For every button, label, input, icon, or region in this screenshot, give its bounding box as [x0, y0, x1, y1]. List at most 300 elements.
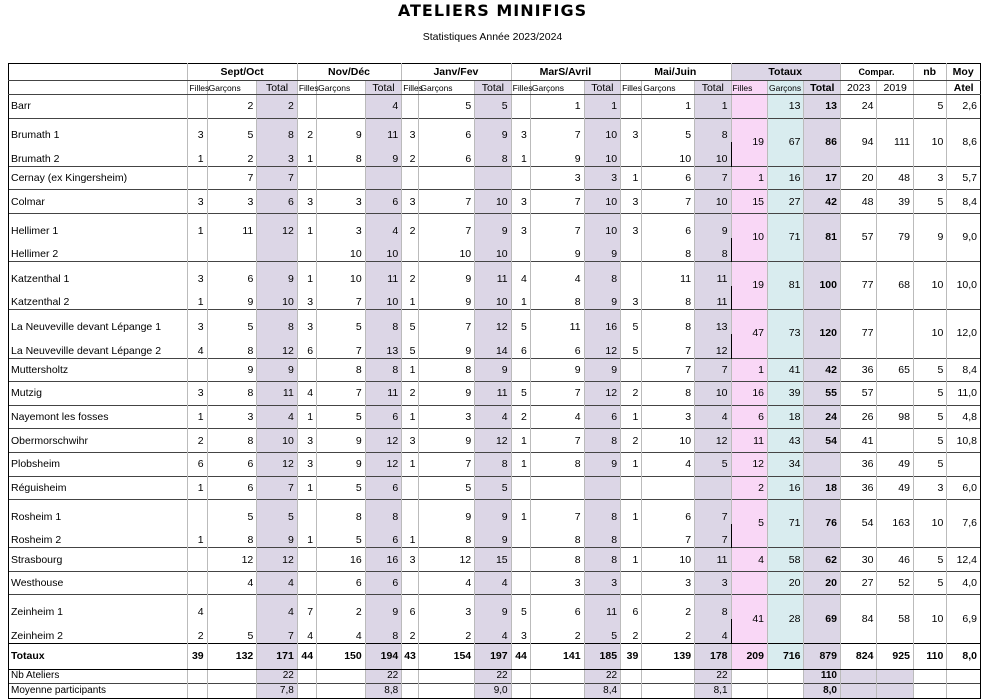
garcons-value: 8 [530, 286, 584, 310]
compar-2019: 39 [877, 190, 913, 214]
filles-subheader: Filles [403, 82, 424, 93]
filles-value [402, 95, 419, 119]
total-value: 9 [475, 358, 511, 382]
compar-header: Compar. [840, 64, 913, 81]
filles-value: 3 [621, 286, 642, 310]
compar-2023: 77 [840, 310, 876, 358]
garcons-value: 8 [207, 429, 257, 453]
filles-value: 7 [297, 595, 316, 619]
total-value: 11 [695, 548, 731, 572]
moyenne-value: 7,6 [947, 500, 981, 548]
grand-total-garcons: 716 [768, 643, 804, 669]
filles-value: 3 [297, 190, 316, 214]
filles-value [511, 571, 530, 595]
total-value: 4 [257, 405, 298, 429]
total-garcons: 141 [530, 643, 584, 669]
total-value: 9 [584, 358, 621, 382]
total-value: 12 [475, 310, 511, 334]
moyenne-row [9, 684, 981, 699]
total-value: 3 [257, 142, 298, 166]
garcons-value: 11 [207, 213, 257, 237]
garcons-value: 5 [207, 310, 257, 334]
total-subheader: Total [257, 81, 298, 95]
nb-ateliers: 5 [913, 548, 946, 572]
garcons-value: 9 [419, 500, 475, 524]
garcons-value: 3 [642, 405, 695, 429]
garcons-value: 10 [317, 262, 366, 286]
filles-value: 1 [402, 405, 419, 429]
table-cell [402, 684, 419, 699]
garcons-value: 6 [530, 334, 584, 358]
filles-value: 3 [511, 213, 530, 237]
total-subheader: Total [365, 81, 401, 95]
total-value: 10 [695, 190, 731, 214]
filles-value: 2 [402, 262, 419, 286]
garcons-value [642, 476, 695, 500]
filles-value [188, 500, 207, 524]
moyenne-value: 4,0 [947, 571, 981, 595]
table-cell [530, 669, 584, 684]
garcons-value [317, 166, 366, 190]
compar-2019: 49 [877, 452, 913, 476]
total-value: 15 [475, 548, 511, 572]
table-row [9, 500, 981, 524]
garcons-value: 3 [419, 405, 475, 429]
garcons-value: 8 [419, 358, 475, 382]
totals-label: Totaux [9, 643, 188, 669]
nb-ateliers: 3 [913, 476, 946, 500]
filles-value [621, 476, 642, 500]
totaux-garcons: 16 [768, 476, 804, 500]
period-header: Sept/Oct [188, 64, 297, 81]
garcons-value: 8 [207, 524, 257, 548]
table-cell [768, 669, 804, 684]
totaux-garcons: 81 [768, 262, 804, 310]
total-value: 6 [365, 405, 401, 429]
filles-value: 2 [402, 213, 419, 237]
filles-value: 4 [297, 382, 316, 406]
compar-2019 [877, 382, 913, 406]
filles-value: 5 [511, 595, 530, 619]
total-nb: 110 [913, 643, 946, 669]
total-filles: 44 [297, 643, 316, 669]
nb-ateliers: 10 [913, 500, 946, 548]
garcons-value: 8 [642, 310, 695, 334]
garcons-value: 5 [207, 118, 257, 142]
garcons-value: 10 [642, 142, 695, 166]
compar-2023: 94 [840, 118, 876, 166]
totaux-garcons: 27 [768, 190, 804, 214]
filles-value: 1 [511, 142, 530, 166]
filles-value [297, 238, 316, 262]
garcons-value: 2 [642, 595, 695, 619]
garcons-value: 9 [530, 142, 584, 166]
totaux-filles: 12 [731, 452, 767, 476]
garcons-value: 6 [207, 262, 257, 286]
total-value: 1 [584, 95, 621, 119]
garcons-value: 7 [317, 382, 366, 406]
filles-value: 4 [297, 619, 316, 643]
total-value: 4 [695, 405, 731, 429]
garcons-value: 9 [317, 452, 366, 476]
total-value: 6 [365, 476, 401, 500]
garcons-value: 5 [207, 619, 257, 643]
total-value: 8 [365, 358, 401, 382]
garcons-value: 8 [317, 500, 366, 524]
totaux-filles: 1 [731, 166, 767, 190]
garcons-value: 6 [642, 166, 695, 190]
total-value: 4 [475, 405, 511, 429]
total-value: 8 [695, 238, 731, 262]
total-value: 5 [475, 95, 511, 119]
footer-label: Moyenne participants [9, 684, 188, 699]
table-cell [642, 669, 695, 684]
garcons-value: 5 [317, 405, 366, 429]
garcons-value: 2 [530, 619, 584, 643]
garcons-value: 4 [419, 571, 475, 595]
nb-ateliers: 5 [913, 382, 946, 406]
moyenne-value: 6,9 [947, 595, 981, 643]
garcons-value: 9 [207, 358, 257, 382]
grand-total: 879 [804, 643, 841, 669]
total-value: 8 [257, 118, 298, 142]
compar-2019: 65 [877, 358, 913, 382]
total-value: 6 [365, 190, 401, 214]
garcons-value: 6 [530, 595, 584, 619]
filles-value: 1 [621, 405, 642, 429]
table-cell [511, 669, 530, 684]
garcons-value: 5 [317, 310, 366, 334]
total-value: 14 [475, 334, 511, 358]
totaux-total: 42 [804, 358, 841, 382]
totaux-filles: 15 [731, 190, 767, 214]
garcons-value: 5 [419, 476, 475, 500]
totaux-garcons: 20 [768, 571, 804, 595]
total-value: 9 [695, 213, 731, 237]
total-value: 11 [365, 262, 401, 286]
filles-value: 2 [621, 619, 642, 643]
filles-value: 1 [188, 524, 207, 548]
garcons-value: 4 [642, 452, 695, 476]
total-value: 9 [257, 358, 298, 382]
garcons-value: 6 [207, 452, 257, 476]
totaux-filles: 11 [731, 429, 767, 453]
garcons-value: 6 [419, 118, 475, 142]
total-value: 13 [695, 310, 731, 334]
compar-2019: 79 [877, 213, 913, 261]
filles-subheader: Filles [731, 81, 767, 95]
filles-value: 5 [621, 310, 642, 334]
atelier-name: Cernay (ex Kingersheim) [9, 166, 188, 190]
filles-value [621, 95, 642, 119]
nb-ateliers: 9 [913, 213, 946, 261]
compar-2019: 163 [877, 500, 913, 548]
filles-value: 1 [511, 286, 530, 310]
table-row [9, 571, 981, 595]
totaux-garcons: 28 [768, 595, 804, 643]
total-value: 10 [584, 118, 621, 142]
table-cell [947, 669, 981, 684]
filles-value: 1 [511, 429, 530, 453]
compar-2023: 27 [840, 571, 876, 595]
table-cell [402, 669, 419, 684]
totaux-header: Totaux [731, 64, 840, 81]
filles-value: 1 [621, 452, 642, 476]
total-value: 10 [475, 190, 511, 214]
filles-value: 2 [297, 118, 316, 142]
filles-value: 3 [297, 452, 316, 476]
table-cell [621, 684, 642, 699]
garcons-value: 9 [317, 118, 366, 142]
filles-value: 6 [511, 334, 530, 358]
nb-header: nb [913, 64, 946, 81]
garcons-value: 2 [419, 619, 475, 643]
table-row [9, 213, 981, 237]
total-value: 11 [475, 262, 511, 286]
total-value: 13 [365, 334, 401, 358]
compar-2019: 111 [877, 118, 913, 166]
filles-value: 1 [511, 500, 530, 524]
garcons-value: 7 [642, 334, 695, 358]
totaux-filles [731, 95, 767, 119]
garcons-value: 3 [207, 405, 257, 429]
moyenne-value: 12,0 [947, 310, 981, 358]
moyenne-value: 10,8 [947, 429, 981, 453]
total-value: 11 [584, 595, 621, 619]
total-value [365, 166, 401, 190]
filles-value [621, 358, 642, 382]
compar-2023: 54 [840, 500, 876, 548]
compar-2019: 49 [877, 476, 913, 500]
total-value [584, 476, 621, 500]
filles-value: 4 [511, 262, 530, 286]
total-total: 178 [695, 643, 731, 669]
garcons-value: 8 [642, 238, 695, 262]
filles-value: 1 [621, 548, 642, 572]
total-value: 9 [365, 142, 401, 166]
total-value: 8 [475, 142, 511, 166]
footer-label: Nb Ateliers [9, 669, 188, 684]
garcons-value: 4 [530, 405, 584, 429]
totaux-garcons: 71 [768, 213, 804, 261]
filles-value [188, 238, 207, 262]
filles-value: 3 [188, 382, 207, 406]
table-row [9, 452, 981, 476]
totaux-filles: 47 [731, 310, 767, 358]
compar-2023: 57 [840, 382, 876, 406]
garcons-value: 8 [419, 524, 475, 548]
garcons-value: 5 [317, 476, 366, 500]
filles-value: 2 [188, 429, 207, 453]
filles-value: 1 [297, 405, 316, 429]
compar-2023: 41 [840, 429, 876, 453]
filles-value [511, 238, 530, 262]
totaux-filles: 1 [731, 358, 767, 382]
garcons-value: 8 [530, 524, 584, 548]
total-value: 3 [584, 166, 621, 190]
total-value: 10 [584, 142, 621, 166]
filles-value: 6 [297, 334, 316, 358]
compar-2023: 36 [840, 358, 876, 382]
moyenne-value: 4,8 [947, 405, 981, 429]
filles-value: 6 [621, 595, 642, 619]
atelier-name: Hellimer 1 [9, 213, 188, 237]
moyenne-value [947, 452, 981, 476]
total-total: 185 [584, 643, 621, 669]
garcons-value: 3 [419, 595, 475, 619]
garcons-value: 4 [317, 619, 366, 643]
total-value: 16 [584, 310, 621, 334]
garcons-value [207, 595, 257, 619]
atelier-name: Katzenthal 2 [9, 286, 188, 310]
total-value: 8 [695, 595, 731, 619]
filles-value: 2 [402, 382, 419, 406]
garcons-value: 8 [530, 452, 584, 476]
filles-value: 1 [297, 524, 316, 548]
garcons-value: 5 [642, 118, 695, 142]
table-cell [840, 684, 876, 699]
filles-value: 3 [402, 190, 419, 214]
filles-value: 1 [188, 476, 207, 500]
header-blank [9, 64, 188, 81]
compar-2023: 20 [840, 166, 876, 190]
garcons-value: 7 [419, 213, 475, 237]
garcons-value: 7 [419, 452, 475, 476]
compar-2019 [877, 429, 913, 453]
filles-value [188, 166, 207, 190]
filles-value [621, 142, 642, 166]
filles-value: 3 [297, 310, 316, 334]
table-row [9, 595, 981, 619]
garcons-value: 8 [207, 334, 257, 358]
footer-value: 22 [695, 669, 731, 684]
atelier-name: Muttersholtz [9, 358, 188, 382]
footer-value: 22 [365, 669, 401, 684]
table-row [9, 548, 981, 572]
total-value: 9 [584, 286, 621, 310]
table-cell [642, 684, 695, 699]
table-cell [419, 684, 475, 699]
footer-value: 22 [584, 669, 621, 684]
totaux-filles: 19 [731, 118, 767, 166]
footer-value: 22 [475, 669, 511, 684]
period-header: MarS/Avril [511, 64, 620, 81]
total-value: 12 [365, 452, 401, 476]
moyenne-value: 8,6 [947, 118, 981, 166]
garcons-value: 7 [317, 286, 366, 310]
total-value: 4 [475, 619, 511, 643]
total-value: 6 [257, 190, 298, 214]
filles-value: 5 [402, 310, 419, 334]
filles-value: 3 [402, 548, 419, 572]
compar-2019: 52 [877, 571, 913, 595]
total-value: 9 [257, 524, 298, 548]
total-value: 10 [257, 429, 298, 453]
totaux-garcons: 13 [768, 95, 804, 119]
total-moy: 8,0 [947, 643, 981, 669]
total-value: 9 [257, 262, 298, 286]
compar-2023: 36 [840, 452, 876, 476]
total-subheader: Total [695, 81, 731, 95]
garcons-value: 8 [317, 358, 366, 382]
filles-value: 2 [188, 619, 207, 643]
garcons-value: 3 [317, 213, 366, 237]
total-value: 6 [584, 405, 621, 429]
total-value: 3 [584, 571, 621, 595]
filles-subheader: Filles [298, 82, 319, 93]
filles-subheader: Filles [189, 82, 210, 93]
total-value: 11 [695, 262, 731, 286]
filles-value: 2 [402, 142, 419, 166]
garcons-value: 9 [530, 238, 584, 262]
garcons-value: 7 [642, 190, 695, 214]
atelier-name: Katzenthal 1 [9, 262, 188, 286]
atelier-name: Zeinheim 2 [9, 619, 188, 643]
moyenne-value: 5,7 [947, 166, 981, 190]
total-garcons: 154 [419, 643, 475, 669]
atelier-name: Brumath 2 [9, 142, 188, 166]
totaux-garcons: 58 [768, 548, 804, 572]
filles-value [402, 166, 419, 190]
filles-value [188, 571, 207, 595]
table-row [9, 310, 981, 334]
totaux-filles: 6 [731, 405, 767, 429]
compar-2023: 48 [840, 190, 876, 214]
table-cell [731, 684, 767, 699]
filles-value: 3 [188, 118, 207, 142]
total-value: 10 [695, 382, 731, 406]
nb-ateliers: 5 [913, 358, 946, 382]
nb-ateliers: 10 [913, 595, 946, 643]
filles-value [511, 358, 530, 382]
table-cell [207, 669, 257, 684]
nb-ateliers: 5 [913, 429, 946, 453]
garcons-value: 7 [530, 382, 584, 406]
totaux-total: 81 [804, 213, 841, 261]
filles-value: 3 [297, 286, 316, 310]
total-value: 8 [475, 452, 511, 476]
total-value: 9 [475, 213, 511, 237]
filles-value [188, 95, 207, 119]
table-cell [511, 684, 530, 699]
garcons-value: 12 [207, 548, 257, 572]
table-row [9, 382, 981, 406]
filles-value: 1 [188, 405, 207, 429]
totaux-total: 54 [804, 429, 841, 453]
total-value: 7 [695, 358, 731, 382]
garcons-value: 10 [642, 429, 695, 453]
total-value: 8 [584, 500, 621, 524]
total-value: 11 [695, 286, 731, 310]
table-cell [530, 684, 584, 699]
total-value: 12 [365, 429, 401, 453]
total-value: 9 [584, 238, 621, 262]
total-value: 7 [257, 619, 298, 643]
total-total: 171 [257, 643, 298, 669]
filles-value: 1 [297, 142, 316, 166]
garcons-value: 5 [207, 500, 257, 524]
atelier-name: Hellimer 2 [9, 238, 188, 262]
moyenne-value: 8,4 [947, 190, 981, 214]
moyenne-value: 6,0 [947, 476, 981, 500]
filles-value: 3 [402, 429, 419, 453]
totaux-filles [731, 571, 767, 595]
garcons-value: 10 [642, 548, 695, 572]
nb-ateliers: 5 [913, 190, 946, 214]
compar-2023: 26 [840, 405, 876, 429]
total-value: 12 [584, 334, 621, 358]
totaux-total: 120 [804, 310, 841, 358]
